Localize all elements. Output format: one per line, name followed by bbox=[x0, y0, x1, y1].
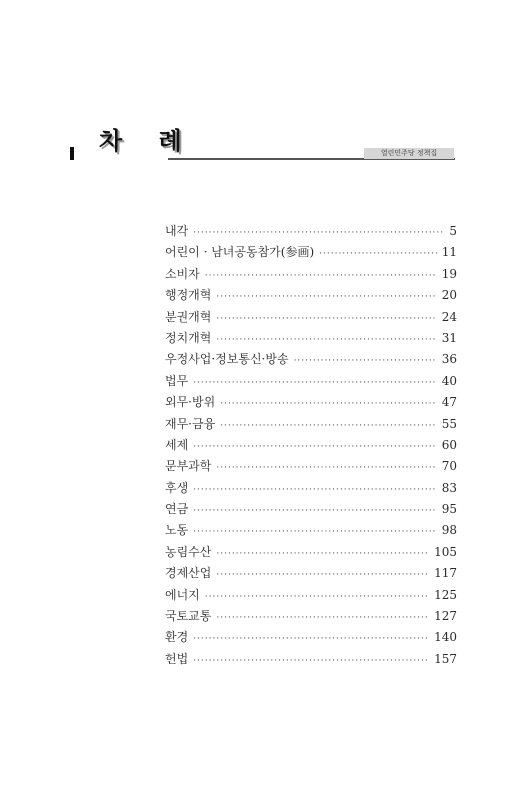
toc-entry[interactable] bbox=[165, 392, 457, 413]
toc-leader-dots bbox=[193, 373, 437, 394]
toc-leader-dots bbox=[220, 394, 437, 415]
toc-entry-page: 157 bbox=[434, 651, 457, 666]
toc-entry-label: 환경 bbox=[165, 630, 189, 645]
toc-entry-page: 36 bbox=[441, 352, 457, 367]
toc-entry-page: 60 bbox=[441, 437, 457, 452]
toc-entry[interactable] bbox=[165, 242, 457, 263]
toc-entry-page: 95 bbox=[441, 502, 457, 517]
toc-leader-dots bbox=[193, 437, 437, 458]
toc-leader-dots bbox=[205, 266, 437, 287]
toc-entry-label: 어린이 · 남녀공동참가(参画) bbox=[165, 245, 315, 260]
toc-leader-dots bbox=[216, 608, 429, 629]
toc-leader-dots bbox=[216, 458, 436, 479]
toc-entry-page: 83 bbox=[441, 480, 457, 495]
toc-leader-dots bbox=[216, 565, 429, 586]
toc-entry[interactable] bbox=[165, 371, 457, 392]
toc-entry-label: 우정사업·정보통신·방송 bbox=[165, 352, 289, 367]
table-of-contents bbox=[165, 221, 457, 670]
toc-entry-label: 세제 bbox=[165, 437, 189, 452]
toc-entry[interactable] bbox=[165, 606, 457, 627]
toc-entry-label: 정치개혁 bbox=[165, 330, 212, 345]
toc-leader-dots bbox=[193, 480, 437, 501]
toc-leader-dots bbox=[216, 330, 436, 351]
toc-entry-page: 127 bbox=[434, 609, 457, 624]
toc-entry-label: 소비자 bbox=[165, 266, 200, 281]
toc-leader-dots bbox=[193, 651, 429, 672]
toc-entry[interactable] bbox=[165, 414, 457, 435]
toc-entry-page: 20 bbox=[441, 288, 457, 303]
toc-leader-dots bbox=[193, 501, 437, 522]
toc-entry-label: 에너지 bbox=[165, 587, 200, 602]
toc-entry-page: 40 bbox=[441, 373, 457, 388]
toc-entry-label: 내각 bbox=[165, 224, 189, 238]
toc-leader-dots bbox=[220, 416, 437, 437]
toc-entry[interactable] bbox=[165, 456, 457, 477]
toc-entry-label: 농림수산 bbox=[165, 544, 212, 559]
toc-entry[interactable] bbox=[165, 542, 457, 563]
toc-entry[interactable] bbox=[165, 499, 457, 520]
toc-entry[interactable] bbox=[165, 285, 457, 306]
toc-entry-page: 140 bbox=[434, 630, 457, 645]
toc-entry-label: 후생 bbox=[165, 480, 189, 495]
toc-entry[interactable] bbox=[165, 349, 457, 370]
toc-entry[interactable] bbox=[165, 520, 457, 541]
toc-leader-dots bbox=[216, 544, 429, 565]
toc-entry[interactable] bbox=[165, 649, 457, 670]
toc-entry[interactable] bbox=[165, 435, 457, 456]
toc-leader-dots bbox=[193, 522, 437, 543]
toc-entry[interactable] bbox=[165, 221, 457, 242]
toc-entry[interactable] bbox=[165, 307, 457, 328]
toc-entry-page: 105 bbox=[434, 544, 457, 559]
toc-entry[interactable] bbox=[165, 478, 457, 499]
toc-entry-page: 31 bbox=[441, 330, 457, 345]
toc-leader-dots bbox=[216, 287, 436, 308]
toc-entry-label: 노동 bbox=[165, 523, 189, 538]
toc-entry[interactable] bbox=[165, 328, 457, 349]
book-title-badge: 열린민주당 정책집 bbox=[364, 148, 454, 159]
toc-entry-label: 외무·방위 bbox=[165, 395, 216, 410]
toc-entry-label: 법무 bbox=[165, 373, 189, 388]
toc-entry-label: 분권개혁 bbox=[165, 309, 212, 324]
toc-leader-dots bbox=[294, 351, 437, 372]
toc-entry-page: 98 bbox=[441, 523, 457, 538]
toc-entry-label: 재무·금융 bbox=[165, 416, 216, 431]
toc-entry-label: 문부과학 bbox=[165, 459, 212, 474]
toc-entry-page: 5 bbox=[449, 224, 457, 238]
toc-entry-label: 국토교통 bbox=[165, 609, 212, 624]
toc-entry-label: 경제산업 bbox=[165, 566, 212, 581]
toc-entry-page: 47 bbox=[441, 395, 457, 410]
toc-entry[interactable] bbox=[165, 627, 457, 648]
page-header bbox=[0, 0, 527, 170]
toc-leader-dots bbox=[216, 309, 436, 330]
toc-entry[interactable] bbox=[165, 264, 457, 285]
toc-entry-label: 헌법 bbox=[165, 651, 189, 666]
toc-entry-page: 24 bbox=[441, 309, 457, 324]
toc-entry-page: 19 bbox=[441, 266, 457, 281]
toc-leader-dots bbox=[205, 587, 429, 608]
title-marker bbox=[70, 147, 74, 160]
toc-entry-label: 연금 bbox=[165, 502, 189, 517]
toc-entry-page: 55 bbox=[441, 416, 457, 431]
toc-entry-page: 125 bbox=[434, 587, 457, 602]
toc-leader-dots bbox=[193, 629, 429, 650]
toc-entry-page: 70 bbox=[441, 459, 457, 474]
toc-entry[interactable] bbox=[165, 585, 457, 606]
page-title: 차 례 bbox=[99, 127, 196, 155]
toc-entry[interactable] bbox=[165, 563, 457, 584]
toc-entry-label: 행정개혁 bbox=[165, 288, 212, 303]
toc-leader-dots bbox=[193, 223, 444, 244]
toc-leader-dots bbox=[319, 244, 437, 265]
toc-entry-page: 117 bbox=[434, 566, 457, 581]
toc-entry-page: 11 bbox=[441, 245, 457, 260]
